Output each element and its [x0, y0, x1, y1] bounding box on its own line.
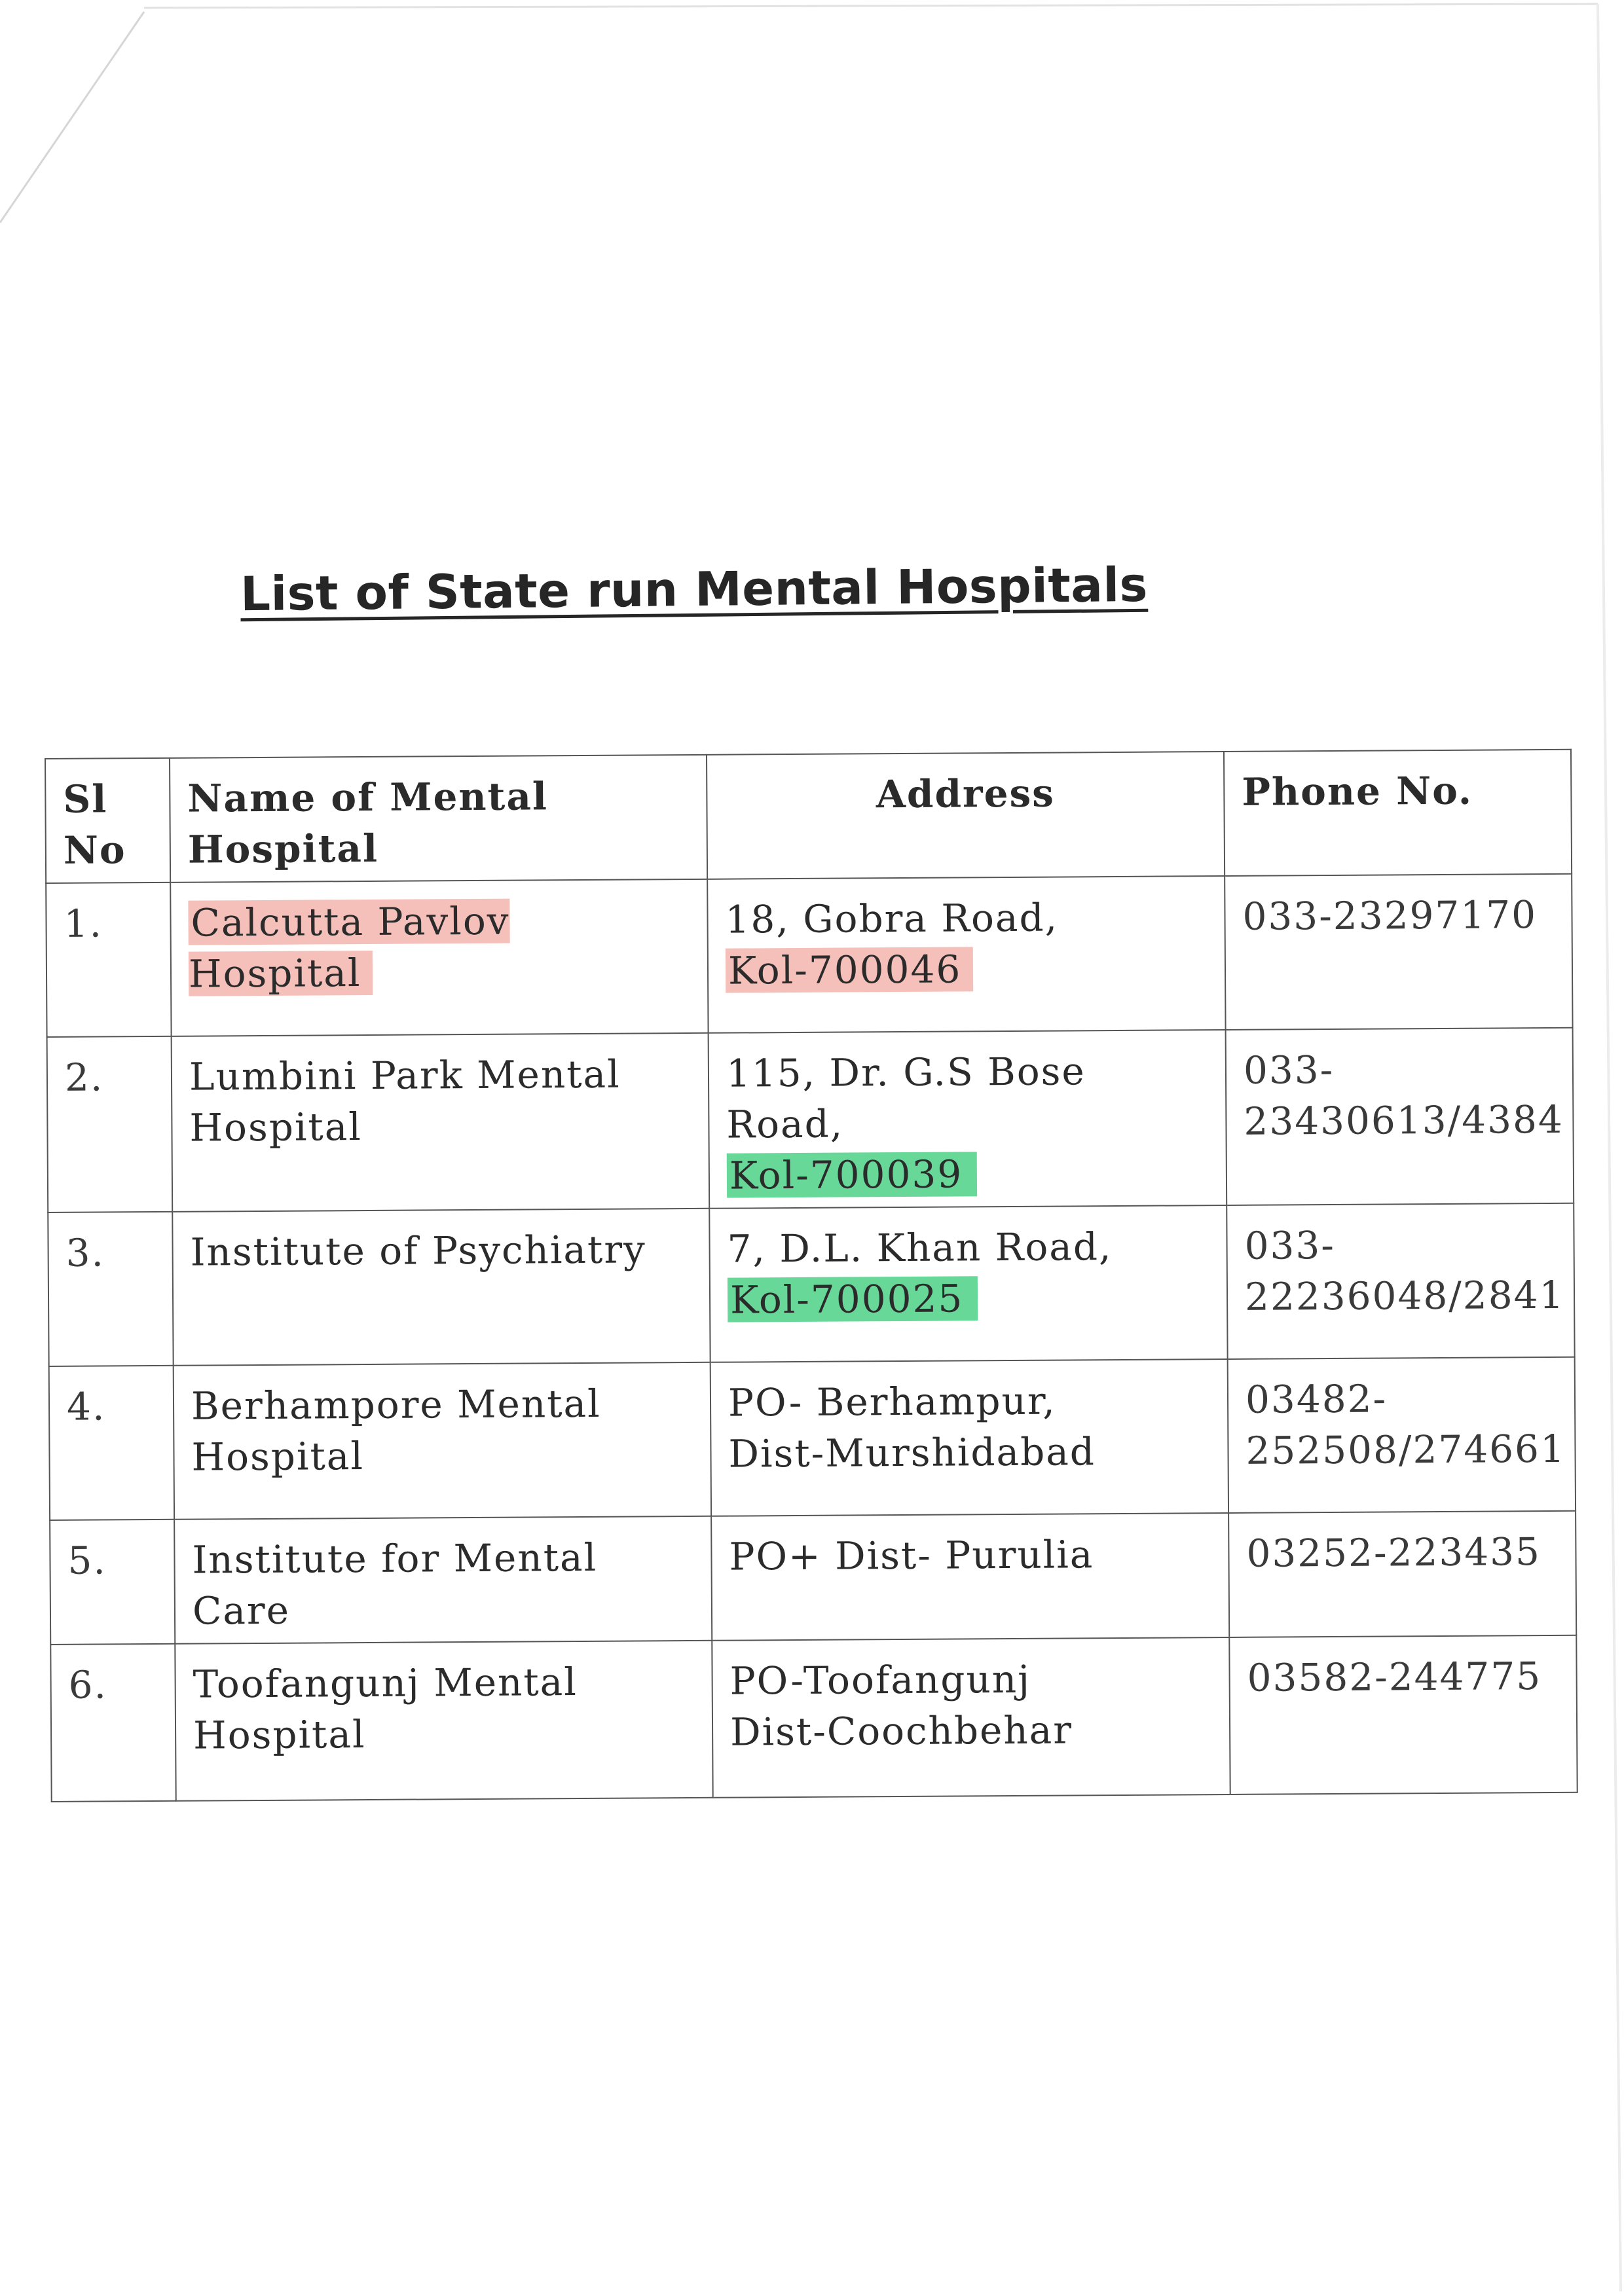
row-address-line1: PO+ Dist- Purulia [729, 1532, 1094, 1579]
row-sl: 4. [49, 1366, 174, 1520]
row-sl: 5. [50, 1520, 175, 1645]
row-address [712, 1637, 1230, 1798]
row-address-line1: PO-Toofangunj [729, 1656, 1031, 1704]
header-address: Address [707, 752, 1225, 879]
row-address [709, 1030, 1227, 1209]
document-title-text: List of State run Mental Hospitals [240, 556, 1149, 622]
row-address [709, 1205, 1227, 1362]
row-sl: 3. [48, 1212, 173, 1366]
row-sl: 2. [47, 1036, 173, 1212]
hospital-table [45, 749, 1578, 1802]
row-phone: 033-23430613/4384 [1226, 1028, 1574, 1205]
row-address-line1: 115, Dr. G.S Bose Road, [726, 1049, 1086, 1147]
table-row [47, 1028, 1574, 1212]
row-name-highlighted: Calcutta Pavlov Hospital [188, 898, 510, 996]
row-address-line1: 7, D.L. Khan Road, [727, 1224, 1113, 1271]
row-name: Berhampore Mental Hospital [174, 1362, 711, 1520]
header-sl-no: Sl No [45, 758, 170, 883]
row-sl: 1. [46, 883, 171, 1037]
row-phone: 03252-223435 [1228, 1511, 1576, 1637]
row-phone: 03582-244775 [1229, 1635, 1577, 1795]
row-phone: 03482-252508/274661 [1228, 1357, 1576, 1513]
row-address [710, 1359, 1228, 1516]
row-address [711, 1513, 1229, 1641]
row-name: Lumbini Park Mental Hospital [172, 1033, 710, 1212]
table-row [50, 1635, 1577, 1802]
header-name: Name of Mental Hospital [170, 755, 707, 883]
row-address-line1: 18, Gobra Road, [725, 895, 1059, 942]
header-phone: Phone No. [1224, 750, 1572, 876]
row-address-line2-highlighted: Kol-700039 [727, 1152, 978, 1197]
row-address-line1: PO- Berhampur, [728, 1378, 1056, 1425]
row-address-line2-highlighted: Kol-700046 [726, 947, 974, 993]
document-title [0, 553, 1506, 625]
table-row [46, 874, 1572, 1037]
row-name: Institute for Mental Care [174, 1516, 712, 1644]
table-header-row [45, 750, 1572, 883]
table-row [49, 1357, 1576, 1520]
row-phone: 033-23297170 [1225, 874, 1572, 1030]
row-phone: 033-22236048/2841 [1227, 1203, 1574, 1359]
row-address-line2-highlighted: Kol-700025 [728, 1276, 978, 1322]
row-address-line2: Dist-Murshidabad [728, 1429, 1096, 1476]
table-row [48, 1203, 1574, 1366]
row-sl: 6. [50, 1644, 175, 1802]
row-name [170, 879, 708, 1036]
row-address [707, 876, 1225, 1033]
row-name: Institute of Psychiatry [172, 1209, 710, 1366]
row-address-line2: Dist-Coochbehar [729, 1707, 1073, 1755]
row-name: Toofangunj Mental Hospital [175, 1641, 712, 1801]
table-row [50, 1511, 1576, 1645]
